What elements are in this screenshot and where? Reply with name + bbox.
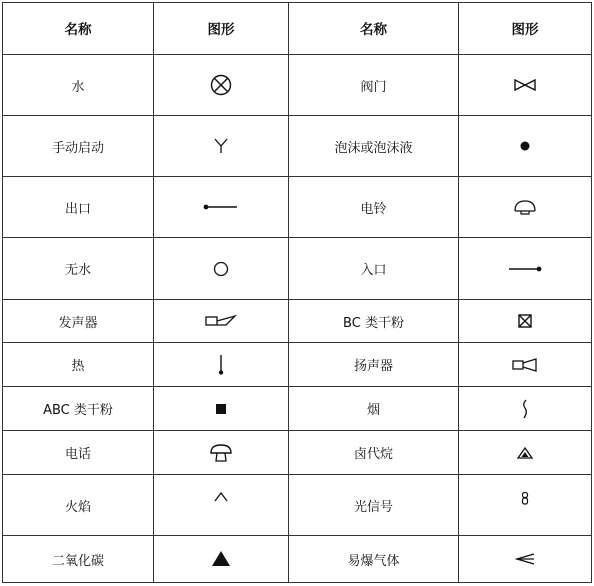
- foam-icon: [519, 140, 531, 152]
- symbol-name: 发声器: [3, 299, 154, 343]
- table-row: [3, 238, 592, 299]
- symbol-cell: [459, 387, 592, 431]
- fire-symbol-table: [2, 2, 592, 583]
- water-icon: [208, 72, 234, 98]
- symbol-cell: [154, 474, 289, 535]
- symbol-name: ABC 类干粉: [3, 387, 154, 431]
- symbol-name: 水: [3, 54, 154, 115]
- symbol-name: 手动启动: [3, 116, 154, 177]
- symbol-name: 无水: [3, 238, 154, 299]
- symbol-cell: [154, 343, 289, 387]
- explosive-gas-icon: [514, 552, 536, 566]
- table-row: [3, 474, 592, 535]
- symbol-name: 二氧化碳: [3, 536, 154, 583]
- header-shape-right: 图形: [459, 3, 592, 55]
- valve-icon: [513, 78, 537, 92]
- table-row: [3, 299, 592, 343]
- halon-icon: [516, 446, 534, 460]
- heat-icon: [217, 354, 225, 376]
- symbol-name: 扬声器: [289, 343, 459, 387]
- symbol-cell: [459, 54, 592, 115]
- header-name-left: 名称: [3, 3, 154, 55]
- electric-bell-icon: [512, 199, 538, 215]
- symbol-name: 泡沫或泡沫液: [289, 116, 459, 177]
- table-row: [3, 536, 592, 583]
- bc-dry-powder-icon: [517, 313, 533, 329]
- light-signal-icon: [520, 491, 530, 507]
- header-shape-left: 图形: [154, 3, 289, 55]
- no-water-icon: [212, 260, 230, 278]
- symbol-cell: [459, 431, 592, 475]
- symbol-cell: [154, 238, 289, 299]
- symbol-name: 卤代烷: [289, 431, 459, 475]
- loudspeaker-icon: [511, 358, 539, 372]
- symbol-name: 电话: [3, 431, 154, 475]
- symbol-cell: [154, 299, 289, 343]
- symbol-name: 热: [3, 343, 154, 387]
- symbol-cell: [459, 299, 592, 343]
- carbon-dioxide-icon: [211, 550, 231, 568]
- symbol-name: 光信号: [289, 474, 459, 535]
- symbol-cell: [154, 54, 289, 115]
- symbol-cell: [459, 116, 592, 177]
- table-row: [3, 116, 592, 177]
- manual-start-icon: [213, 137, 229, 155]
- symbol-name: 电铃: [289, 177, 459, 238]
- symbol-name: BC 类干粉: [289, 299, 459, 343]
- symbol-cell: [154, 536, 289, 583]
- inlet-icon: [507, 264, 543, 274]
- symbol-name: 烟: [289, 387, 459, 431]
- telephone-icon: [209, 443, 233, 463]
- table-row: [3, 54, 592, 115]
- symbol-name: 入口: [289, 238, 459, 299]
- table-row: [3, 177, 592, 238]
- symbol-cell: [154, 387, 289, 431]
- symbol-cell: [459, 474, 592, 535]
- table-header-row: [3, 3, 592, 55]
- header-name-right: 名称: [289, 3, 459, 55]
- table-row: [3, 343, 592, 387]
- symbol-name: 火焰: [3, 474, 154, 535]
- abc-dry-powder-icon: [214, 402, 228, 416]
- table-row: [3, 387, 592, 431]
- symbol-name: 易爆气体: [289, 536, 459, 583]
- table-row: [3, 431, 592, 475]
- sounder-icon: [204, 314, 238, 328]
- smoke-icon: [520, 398, 530, 420]
- outlet-icon: [202, 202, 240, 212]
- symbol-cell: [459, 536, 592, 583]
- symbol-cell: [459, 343, 592, 387]
- symbol-cell: [154, 116, 289, 177]
- flame-icon: [213, 491, 229, 503]
- symbol-cell: [459, 238, 592, 299]
- symbol-cell: [459, 177, 592, 238]
- symbol-cell: [154, 177, 289, 238]
- symbol-cell: [154, 431, 289, 475]
- symbol-name: 出口: [3, 177, 154, 238]
- symbol-name: 阀门: [289, 54, 459, 115]
